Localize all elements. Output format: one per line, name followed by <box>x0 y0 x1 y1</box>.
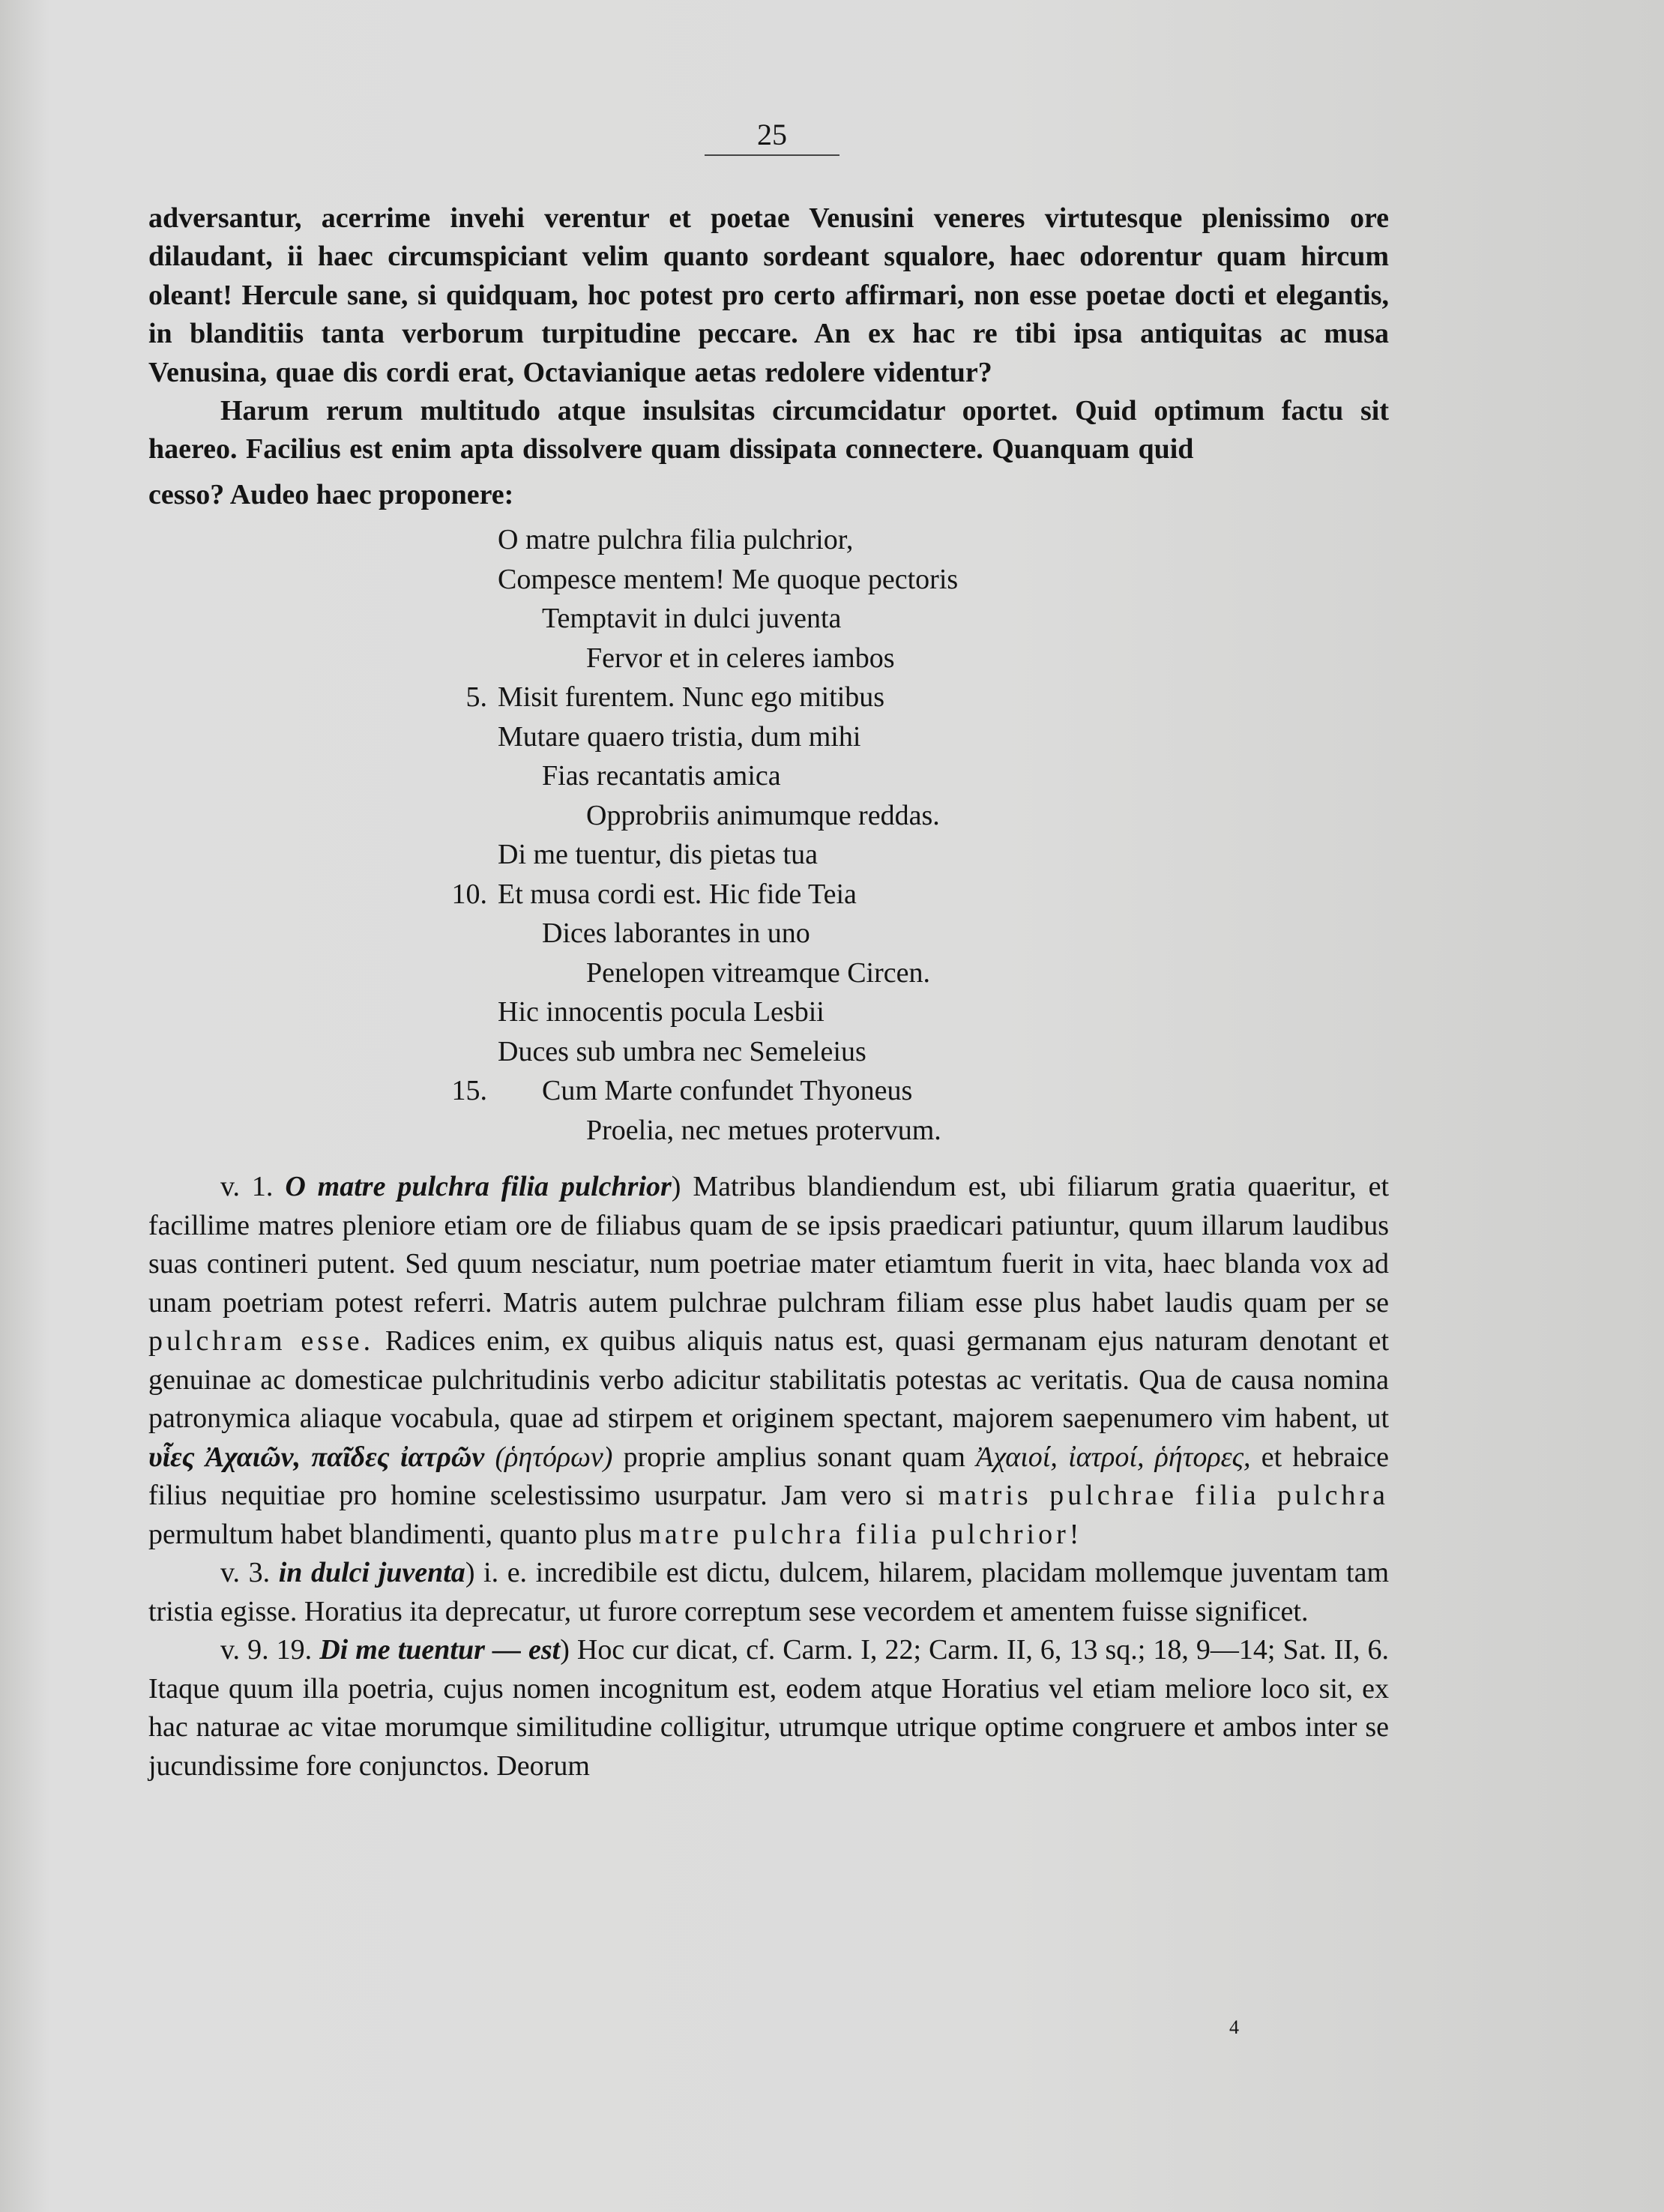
poem-line <box>420 992 1094 1032</box>
poem-line <box>420 756 1094 796</box>
verse-text: Dices laborantes in uno <box>542 917 810 949</box>
verse-text: Duces sub umbra nec Semeleius <box>498 1035 866 1067</box>
poem-line <box>420 1111 1094 1151</box>
verse-text: Misit furentem. Nunc ego mitibus <box>498 681 885 713</box>
poem-intro <box>148 476 1389 514</box>
poem-line <box>420 796 1094 836</box>
poem-line <box>420 520 1094 560</box>
note-lemma: Di me tuentur — est <box>319 1634 561 1666</box>
note-text: proprie amplius sonant quam <box>623 1441 965 1473</box>
verse-text: Hic innocentis pocula Lesbii <box>498 996 825 1028</box>
verse-text: Di me tuentur, dis pietas tua <box>498 839 818 870</box>
spaced-text: matris pulchrae filia pulchra <box>938 1480 1390 1511</box>
note-text: Radices enim, ex quibus aliquis natus est, quasi germanam ejus naturam denotant et genuinae ac domesticae pulchritudinis verbo adicitur stabilitatis potestas ac veritatis. Qua de causa nomina patronymica aliaque vocabula, quae ad stirpem et originem spectant, majorem saepenumero vim habent, ut <box>148 1325 1390 1434</box>
line-number: 10. <box>451 878 487 910</box>
verse-text: Temptavit in dulci juventa <box>542 603 842 634</box>
verse-text: Compesce mentem! Me quoque pectoris <box>498 563 959 595</box>
paragraph-1: adversantur, acerrime invehi verentur et poetae Venusini veneres virtutesque plenissimo ore dilaudant, ii haec circumspiciant velim quanto sordeant squalore, haec odorentur quam hircum oleant! Hercule sane, si quidquam, hoc potest pro certo affirmari, non esse poetae docti et elegantis, in blanditiis tanta verborum turpitudine peccare. An ex hac re tibi ipsa antiquitas ac musa Venusina, quae dis cordi erat, Octavianique aetas redolere videntur? <box>148 202 1389 388</box>
note-text: et hebraice filius nequitiae pro homine scelestissimo usurpatur. Jam vero si <box>148 1441 1390 1511</box>
note-lemma: in dulci juventa <box>278 1557 465 1588</box>
poem-line <box>420 875 1094 914</box>
line-number: 15. <box>451 1075 487 1106</box>
page-number: 25 <box>705 117 839 156</box>
verse-text: Fervor et in celeres iambos <box>586 642 895 674</box>
note-ref: v. 3. <box>220 1557 271 1588</box>
note-v1 <box>148 1168 1389 1554</box>
verse-text: Fias recantatis amica <box>542 760 781 792</box>
poem-line <box>420 560 1094 600</box>
note-ref: v. 1. <box>220 1171 274 1202</box>
verse-text: Penelopen vitreamque Circen. <box>586 956 931 989</box>
paragraph-2: Harum rerum multitudo atque insulsitas circumcidatur oportet. Quid optimum factu sit haereo. Facilius est enim apta dissolvere quam dissipata connectere. Quanquam quid <box>148 395 1389 465</box>
spaced-text: matre pulchra filia pulchrior! <box>639 1518 1083 1550</box>
verse-text: O matre pulchra filia pulchrior, <box>498 524 854 555</box>
spaced-text: pulchram esse. <box>148 1325 375 1357</box>
note-text: ) i. e. incredibile est dictu, dulcem, hilarem, placidam mollemque juventam tam tristia egisse. Horatius ita deprecatur, ut furore correptum sese vecordem et amentem fuisse significet. <box>148 1557 1390 1627</box>
greek-text: (ῥητόρων) <box>495 1441 613 1473</box>
commentary <box>148 1168 1389 1785</box>
poem-line <box>420 1032 1094 1072</box>
poem-line <box>420 953 1094 993</box>
note-v3 <box>148 1554 1389 1631</box>
poem-line <box>420 914 1094 953</box>
note-lemma: O matre pulchra filia pulchrior <box>285 1171 672 1202</box>
opening-paragraphs <box>148 199 1389 469</box>
verse-text: Mutare quaero tristia, dum mihi <box>498 720 861 753</box>
line-number: 5. <box>465 681 487 713</box>
verse-text: Et musa cordi est. Hic fide Teia <box>498 878 857 910</box>
poem-line <box>420 599 1094 639</box>
poem-line <box>420 678 1094 717</box>
note-text: ) Hoc cur dicat, cf. Carm. I, 22; Carm. II, 6, 13 sq.; 18, 9—14; Sat. II, 6. Itaque quum illa poetria, cujus nomen incognitum est, eodem atque Horatius vel etiam meliore loco sit, ex hac naturae ac vitae morumque similitudine colligitur, utrumque utrique optime congruere et ambos inter se jucundissime fore conjunctos. Deorum <box>148 1634 1390 1782</box>
greek-text: Ἀχαιοί, ἰατροί, ῥήτορες, <box>976 1441 1251 1473</box>
verse-text: Opprobriis animumque reddas. <box>586 799 940 831</box>
verse-text: Cum Marte confundet Thyoneus <box>542 1075 913 1106</box>
poem-line <box>420 717 1094 757</box>
poem <box>420 520 1094 1150</box>
signature-mark: 4 <box>1229 2016 1239 2038</box>
greek-text: υἷες Ἀχαιῶν, παῖδες ἰατρῶν <box>148 1441 485 1473</box>
note-v9 <box>148 1631 1389 1785</box>
note-text: permultum habet blandimenti, quanto plus <box>148 1518 632 1550</box>
note-ref: v. 9. 19. <box>220 1634 313 1666</box>
verse-text: Proelia, nec metues protervum. <box>586 1114 941 1146</box>
note-text: ) Matribus blandiendum est, ubi filiarum gratia quaeritur, et facillime matres pleniore etiam ore de filiabus quam de se ipsis praedicari patiuntur, quum illarum laudibus suas contineri putent. Sed quum nesciatur, num poetriae mater etiamtum fuerit in vita, haec blanda vox ad unam poetriam potest referri. Matris autem pulchrae pulchram filiam esse plus habet laudis quam per se <box>148 1171 1390 1319</box>
poem-line <box>420 639 1094 678</box>
paragraph-3: cesso? Audeo haec proponere: <box>148 479 514 510</box>
poem-line <box>420 1071 1094 1111</box>
poem-line <box>420 835 1094 875</box>
